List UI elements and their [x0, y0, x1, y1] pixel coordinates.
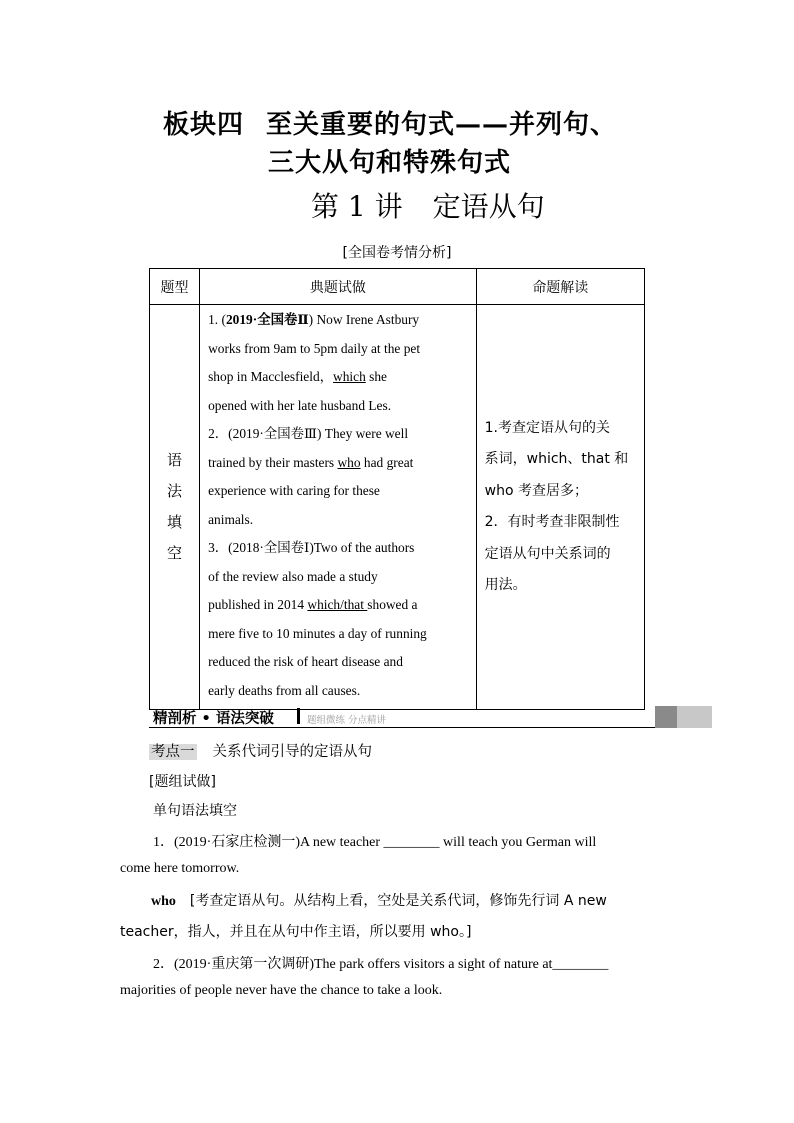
section-label: 考点一 [151, 744, 195, 760]
exercise2-line1: 2．(2019·重庆第一次调研)The park offers visitors a sight of nature at________ [153, 957, 609, 972]
exercise2-line2: majorities of people never have the chance to take a look. [120, 983, 443, 998]
block-title-line1 [163, 104, 617, 141]
block-heading: 至关重要的句式——并列句、 [266, 110, 618, 140]
banner-dark-block [655, 706, 677, 728]
exercise1-line2: come here tomorrow. [120, 861, 240, 876]
header-type: 题型 [150, 269, 200, 305]
section-banner [149, 706, 712, 728]
banner-divider [297, 708, 300, 724]
table-caption: [全国卷考情分析] [342, 245, 452, 261]
type-char: 填 [167, 513, 183, 531]
q3-line3: published in 2014 which/that showed a [208, 597, 418, 612]
banner-rule [149, 727, 659, 728]
q2-answer: who [337, 454, 361, 470]
analysis-line: 用法。 [484, 577, 527, 593]
q1-line4: opened with her late husband Les. [208, 397, 392, 413]
section-title: 关系代词引导的定语从句 [212, 744, 372, 760]
header-analysis: 命题解读 [476, 269, 644, 305]
q3-line1: 3．(2018·全国卷Ⅰ)Two of the authors [208, 540, 415, 555]
lecture-number: 第 1 讲 [311, 190, 403, 223]
analysis-line: 2．有时考查非限制性 [484, 514, 620, 530]
analysis-cell [476, 305, 644, 710]
lecture-title [311, 185, 545, 225]
type-char: 法 [167, 482, 183, 500]
analysis-line: who 考查居多； [484, 482, 588, 499]
q3-line5: reduced the risk of heart disease and [208, 654, 403, 669]
table-row [150, 305, 645, 710]
lecture-topic: 定语从句 [432, 190, 545, 223]
banner-light-block [677, 706, 712, 728]
q3-line4: mere five to 10 minutes a day of running [208, 625, 427, 641]
q2-line3: experience with caring for these [208, 483, 380, 498]
type-char: 语 [167, 451, 183, 469]
subhead: [题组试做] [149, 774, 216, 790]
banner-subtitle: 题组微练 分点精讲 [307, 715, 387, 726]
block-label: 板块四 [163, 110, 245, 140]
example-questions-cell [200, 305, 477, 710]
q1-line1: 1. (2019·全国卷Ⅱ) Now Irene Astbury [208, 312, 420, 327]
q1-line3: shop in Macclesfield，which she [208, 369, 387, 384]
type-char: 空 [167, 544, 183, 562]
q1-answer: which [333, 369, 366, 384]
q3-answer: which/that [307, 597, 368, 612]
banner-title: 精剖析 • 语法突破 [153, 711, 274, 727]
analysis-line: 1.考查定语从句的关 [484, 419, 610, 436]
question-type-cell [150, 305, 200, 710]
analysis-line: 定语从句中关系词的 [484, 545, 611, 562]
exercise-type: 单句语法填空 [153, 803, 237, 819]
q2-line2: trained by their masters who had great [208, 454, 414, 470]
analysis-line: 系词，which、that 和 [484, 451, 629, 467]
q3-line6: early deaths from all causes. [208, 682, 361, 698]
exercise1-explanation-line2: teacher，指人，并且在从句中作主语，所以要用 who。] [120, 924, 472, 940]
section-heading [149, 740, 372, 761]
exam-analysis-table [149, 268, 645, 710]
exercise1-answer: who [151, 894, 176, 909]
exercise1-line1: 1．(2019·石家庄检测一)A new teacher ________ will teach you German will [153, 835, 597, 850]
q1-line2: works from 9am to 5pm daily at the pet [208, 340, 421, 356]
q2-line1: 2．(2019·全国卷Ⅲ) They were well [208, 426, 409, 441]
header-example: 典题试做 [200, 269, 477, 305]
exercise1-explanation-line1 [151, 890, 607, 910]
block-title-line2: 三大从句和特殊句式 [268, 148, 512, 178]
explanation-text: [考查定语从句。从结构上看，空处是关系代词，修饰先行词 A new [189, 893, 607, 909]
q3-line2: of the review also made a study [208, 568, 378, 584]
q2-line4: animals. [208, 511, 254, 527]
table-header-row [150, 269, 645, 305]
